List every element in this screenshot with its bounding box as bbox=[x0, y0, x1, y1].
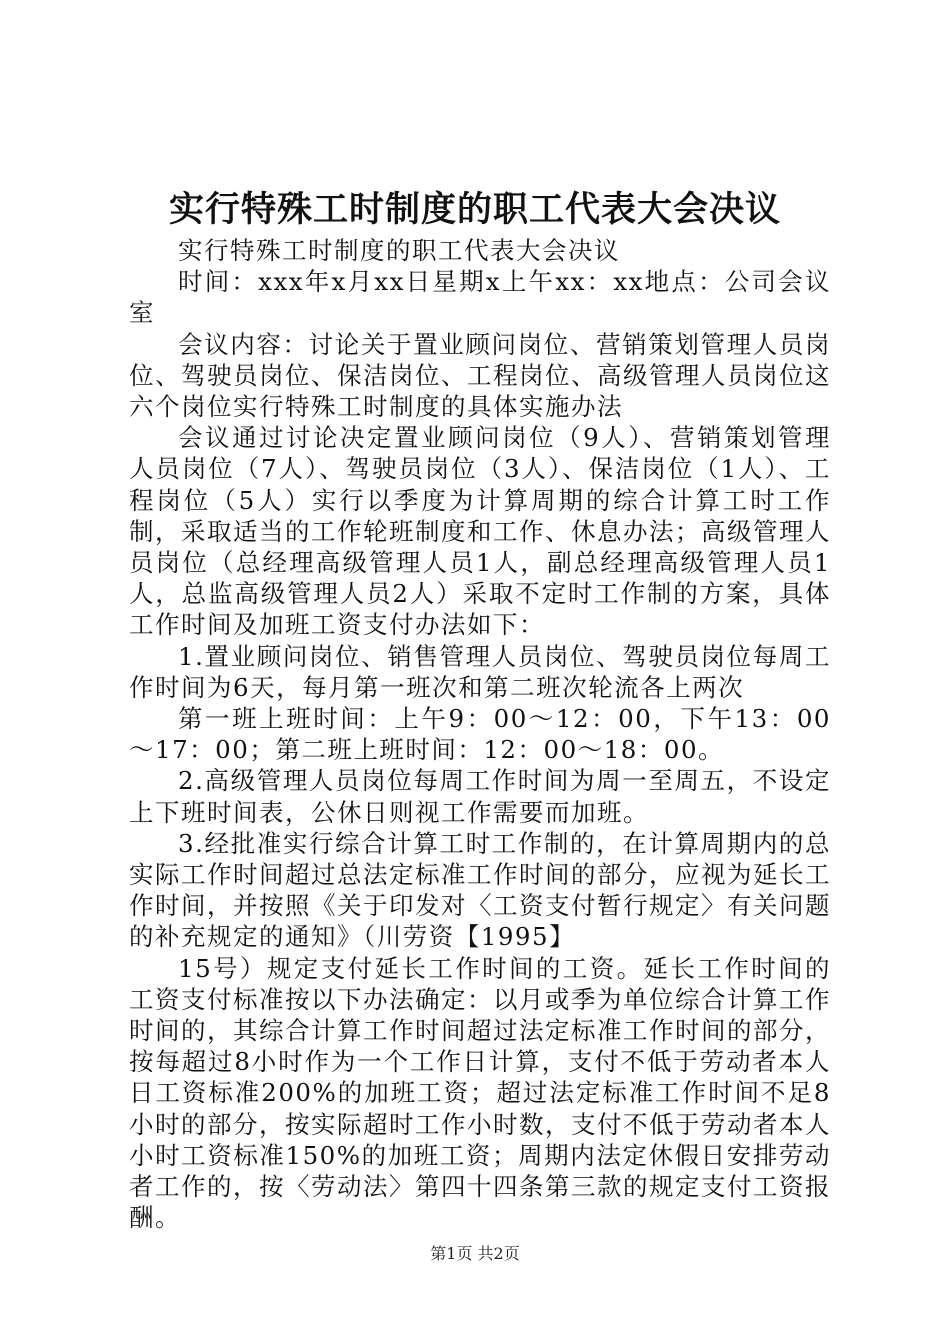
page-footer: 第1页 共2页 bbox=[430, 1244, 520, 1263]
paragraph-subtitle: 实行特殊工时制度的职工代表大会决议 bbox=[178, 236, 620, 265]
document-body bbox=[129, 235, 831, 1234]
paragraph-decision: 会议通过讨论决定置业顾问岗位（9人）、营销策划管理人员岗位（7人）、驾驶员岗位（3人）、保洁岗位（1人）、工程岗位（5人）实行以季度为计算周期的综合计算工时工作制，采取适当的工作轮班制度和工作、休息办法；高级管理人员岗位（总经理高级管理人员1人，副总经理高级管理人员1人，总监高级管理人员2人）采取不定时工作制的方案，具体工作时间及加班工资支付办法如下： bbox=[129, 423, 831, 640]
paragraph-item-3: 3.经批准实行综合计算工时工作制的，在计算周期内的总实际工作时间超过总法定标准工作时间的部分，应视为延长工作时间，并按照《关于印发对〈工资支付暂行规定〉有关问题的补充规定的通知》（川劳资【1995】 bbox=[129, 828, 831, 952]
paragraph-overtime-pay: 15号）规定支付延长工作时间的工资。延长工作时间的工资支付标准按以下办法确定：以月或季为单位综合计算工作时间的，其综合计算工作时间超过法定标准工作时间的部分，按每超过8小时作为一个工作日计算，支付不低于劳动者本人日工资标准200%的加班工资；超过法定标准工作时间不足8小时的部分，按实际超时工作小时数，支付不低于劳动者本人小时工资标准150%的加班工资；周期内法定休假日安排劳动者工作的，按〈劳动法〉第四十四条第三款的规定支付工资报酬。 bbox=[129, 953, 831, 1233]
paragraph-item-2: 2.高级管理人员岗位每周工作时间为周一至周五，不设定上下班时间表，公休日则视工作需要而加班。 bbox=[129, 766, 831, 827]
paragraph-meeting-content: 会议内容：讨论关于置业顾问岗位、营销策划管理人员岗位、驾驶员岗位、保洁岗位、工程岗位、高级管理人员岗位这六个岗位实行特殊工时制度的具体实施办法 bbox=[129, 329, 831, 422]
paragraph-item-1: 1.置业顾问岗位、销售管理人员岗位、驾驶员岗位每周工作时间为6天，每月第一班次和第二班次轮流各上两次 bbox=[129, 641, 831, 702]
document-title: 实行特殊工时制度的职工代表大会决议 bbox=[168, 189, 781, 230]
paragraph-shift-times: 第一班上班时间：上午9：00～12：00，下午13：00～17：00；第二班上班时间：12：00～18：00。 bbox=[129, 704, 831, 765]
paragraph-meeting-time: 时间：xxx年x月xx日星期x上午xx：xx地点：公司会议室 bbox=[129, 267, 831, 328]
